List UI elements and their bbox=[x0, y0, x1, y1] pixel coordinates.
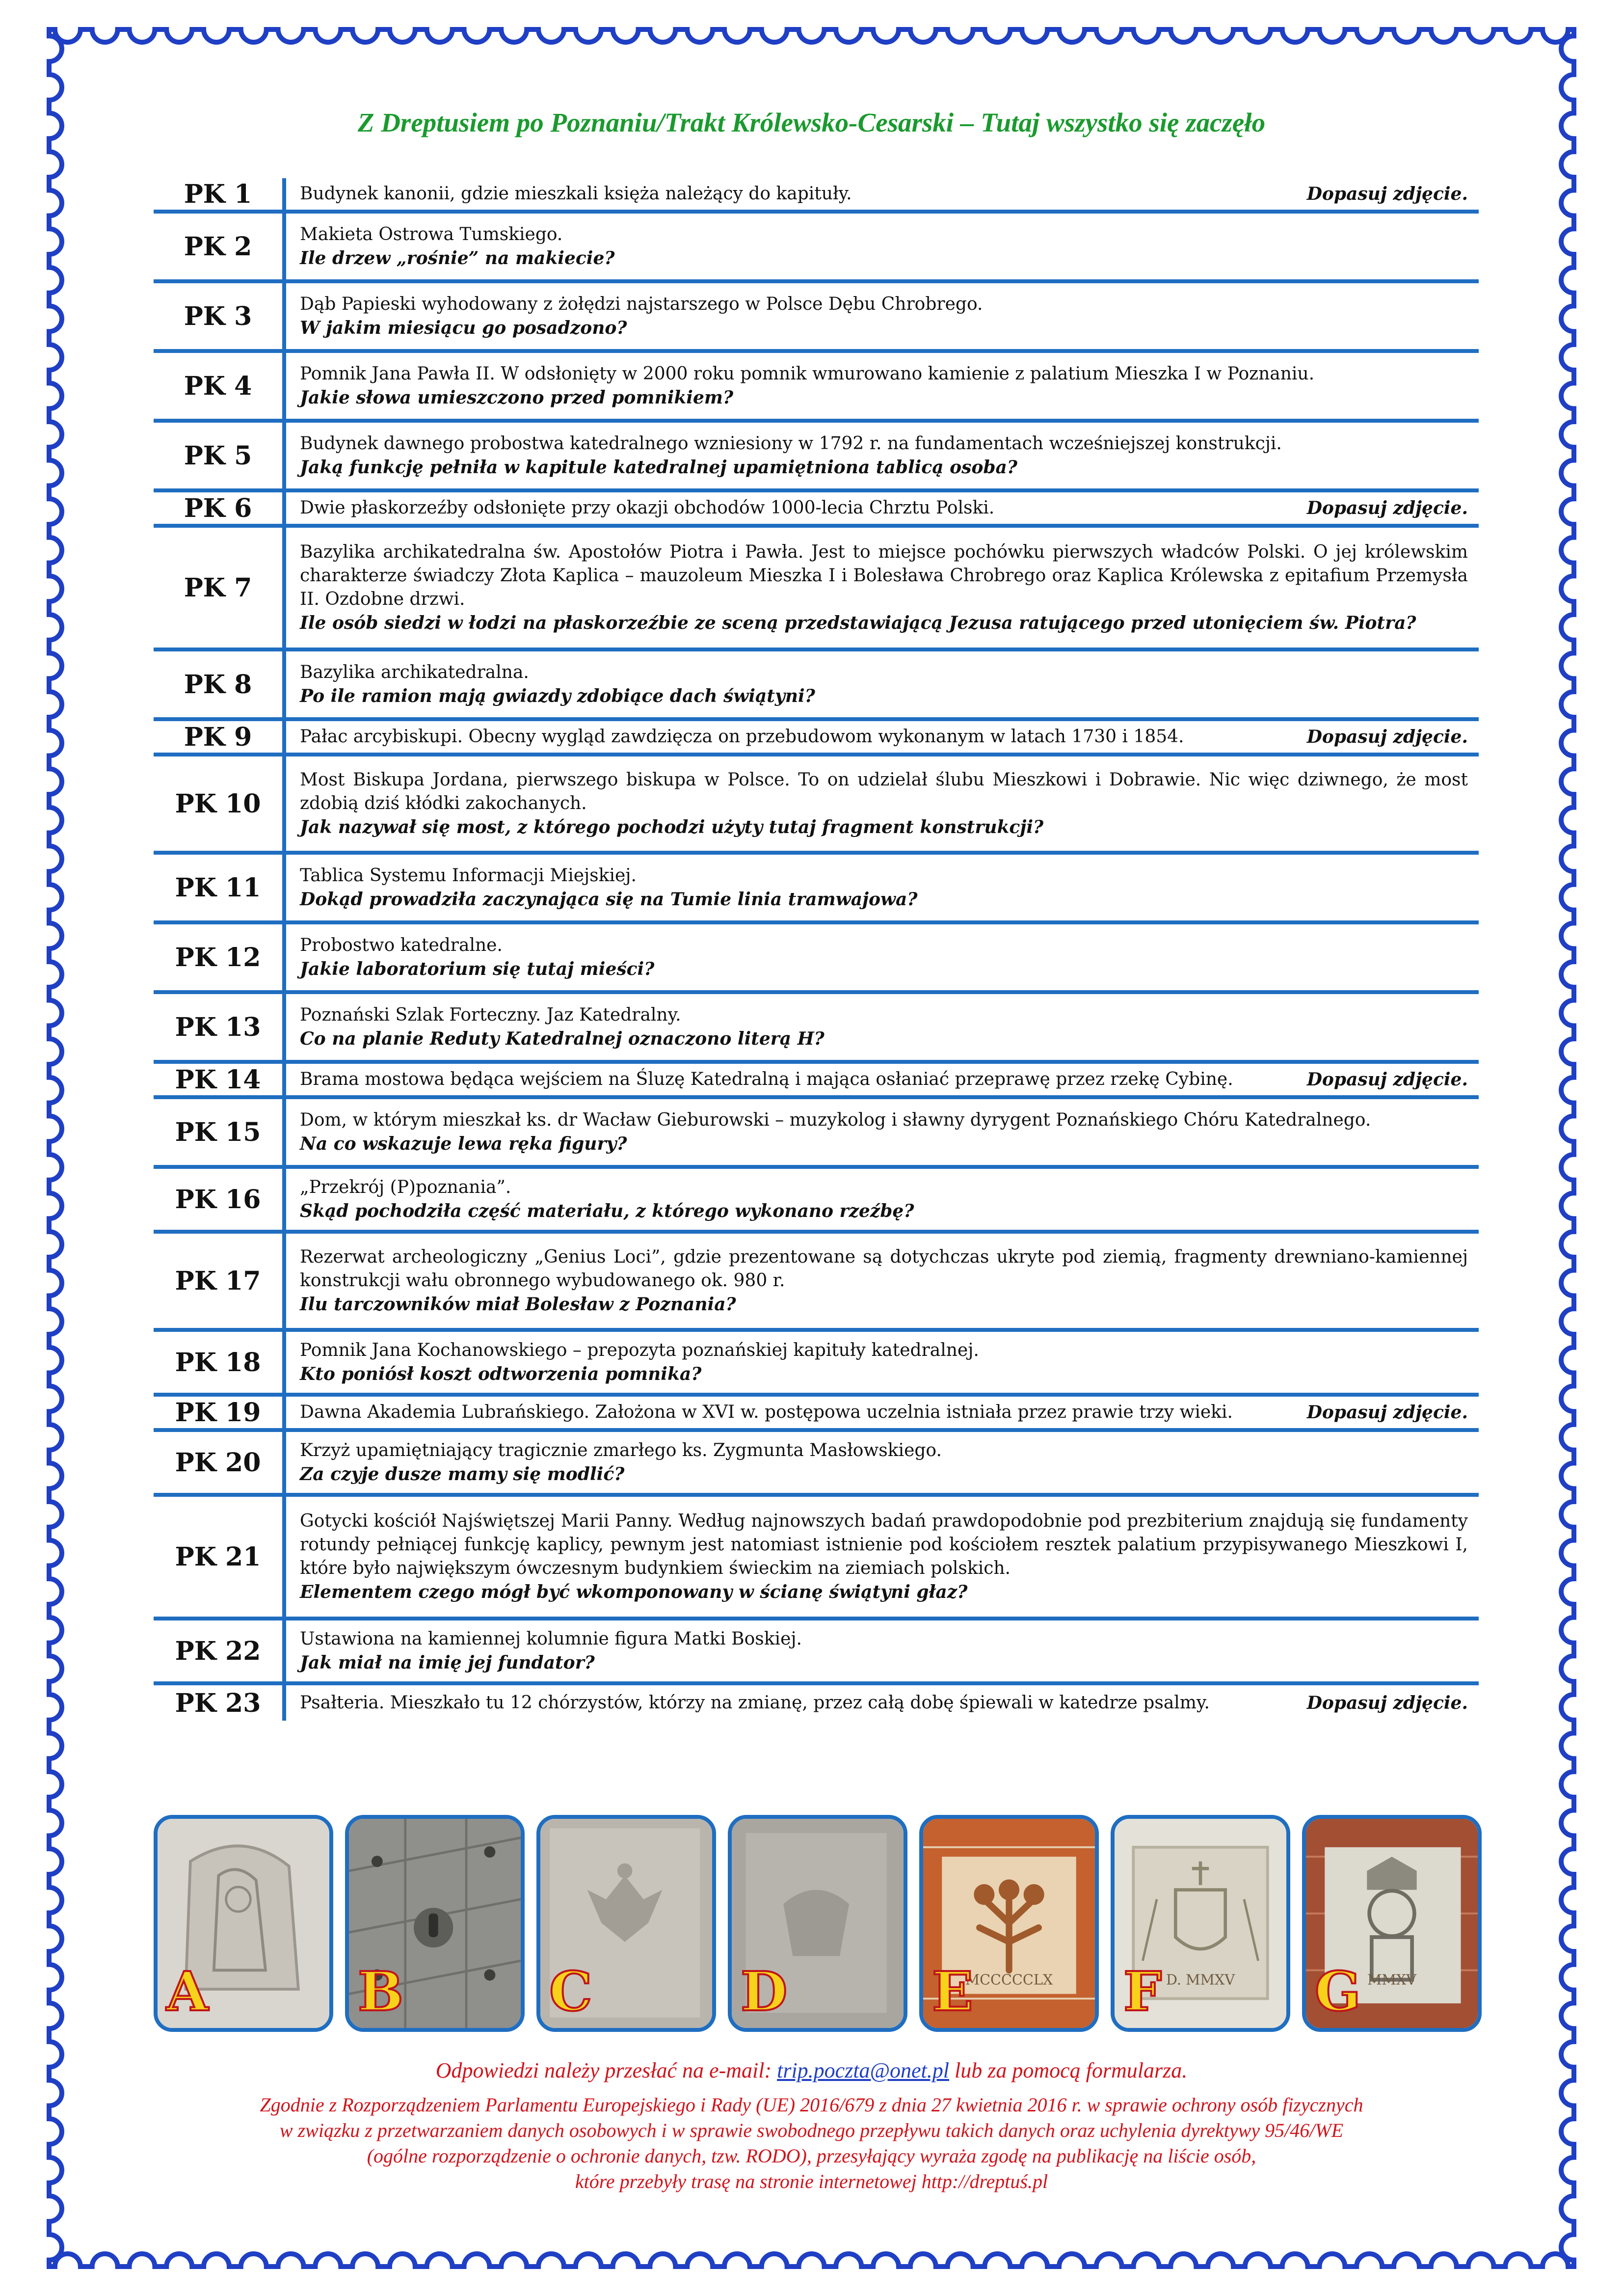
photo-letter: E bbox=[932, 1960, 973, 2023]
checkpoint-question: Dokąd prowadziła zaczynająca się na Tumie linia tramwajowa? bbox=[300, 889, 918, 910]
checkpoint-description bbox=[286, 214, 1479, 279]
checkpoint-code: PK 22 bbox=[154, 1621, 286, 1681]
photo-strip bbox=[154, 1815, 1492, 2032]
checkpoint-row bbox=[154, 353, 1479, 423]
checkpoint-description bbox=[286, 1332, 1479, 1393]
checkpoint-code: PK 20 bbox=[154, 1432, 286, 1493]
checkpoint-question: Jak nazywał się most, z którego pochodzi użyty tutaj fragment konstrukcji? bbox=[300, 817, 1044, 837]
checkpoint-description bbox=[286, 1497, 1479, 1617]
checkpoint-description bbox=[286, 1432, 1479, 1493]
checkpoint-description bbox=[286, 1234, 1479, 1328]
checkpoint-description bbox=[286, 1621, 1479, 1681]
checkpoint-description bbox=[286, 1685, 1479, 1721]
instructions-text: Odpowiedzi należy przesłać na e-mail: bbox=[435, 2058, 777, 2082]
checkpoint-description bbox=[286, 353, 1479, 419]
description-text: Budynek kanonii, gdzie mieszkali księża należący do kapituły. bbox=[300, 184, 852, 204]
gdpr-line: (ogólne rozporządzenie o ochronie danych, tzw. RODO), przesyłający wyraża zgodę na publikację na liście osób, bbox=[367, 2145, 1256, 2167]
checkpoint-code: PK 21 bbox=[154, 1497, 286, 1617]
gdpr-line: które przebyły trasę na stronie internetowej http://dreptuś.pl bbox=[575, 2170, 1048, 2192]
checkpoint-row bbox=[154, 423, 1479, 492]
checkpoint-question: Jakie słowa umieszczono przed pomnikiem? bbox=[300, 387, 734, 408]
checkpoint-row bbox=[154, 492, 1479, 528]
checkpoint-row bbox=[154, 1332, 1479, 1397]
match-photo-instruction: Dopasuj zdjęcie. bbox=[1306, 184, 1468, 204]
description-text: Pomnik Jana Pawła II. W odsłonięty w 2000 roku pomnik wmurowano kamienie z palatium Mieszka I w Poznaniu. bbox=[300, 364, 1315, 384]
checkpoint-code: PK 5 bbox=[154, 423, 286, 488]
description-text: Bazylika archikatedralna. bbox=[300, 662, 529, 682]
checkpoint-question: Jaką funkcję pełniła w kapitule katedralnej upamiętniona tablicą osoba? bbox=[300, 457, 1017, 478]
description-text: „Przekrój (P)poznania”. bbox=[300, 1177, 511, 1197]
photo-tile-c bbox=[536, 1815, 716, 2032]
checkpoint-question: Ile osób siedzi w łodzi na płaskorzeźbie ze sceną przedstawiającą Jezusa ratującego przed utonięciem św. Piotra? bbox=[300, 613, 1416, 633]
description-text: Dąb Papieski wyhodowany z żołędzi najstarszego w Polsce Dębu Chrobrego. bbox=[300, 294, 983, 314]
checkpoint-row bbox=[154, 1169, 1479, 1234]
checkpoint-description bbox=[286, 1099, 1479, 1165]
checkpoint-row bbox=[154, 1397, 1479, 1432]
checkpoint-description bbox=[286, 756, 1479, 851]
description-text: Dawna Akademia Lubrańskiego. Założona w XVI w. postępowa uczelnia istniała przez prawie trzy wieki. bbox=[300, 1402, 1233, 1422]
checkpoint-question: Na co wskazuje lewa ręka figury? bbox=[300, 1134, 627, 1154]
gdpr-notice bbox=[0, 2092, 1623, 2194]
checkpoint-code: PK 1 bbox=[154, 178, 286, 210]
description-text: Dom, w którym mieszkał ks. dr Wacław Gieburowski – muzykolog i sławny dyrygent Poznańskiego Chóru Katedralnego. bbox=[300, 1110, 1371, 1130]
checkpoint-description bbox=[286, 1397, 1479, 1428]
match-photo-instruction: Dopasuj zdjęcie. bbox=[1306, 498, 1468, 518]
checkpoint-description bbox=[286, 994, 1479, 1060]
description-text: Dwie płaskorzeźby odsłonięte przy okazji obchodów 1000-lecia Chrztu Polski. bbox=[300, 498, 995, 518]
description-text: Poznański Szlak Forteczny. Jaz Katedralny. bbox=[300, 1005, 681, 1025]
description-text: Rezerwat archeologiczny „Genius Loci”, gdzie prezentowane są dotychczas ukryte pod ziemią, fragmenty drewniano-kamiennej konstrukcji wału obronnego wybudowanego ok. 980 r. bbox=[300, 1247, 1468, 1291]
checkpoint-code: PK 23 bbox=[154, 1685, 286, 1721]
description-text: Brama mostowa będąca wejściem na Śluzę Katedralną i mająca osłaniać przeprawę przez rzekę Cybinę. bbox=[300, 1069, 1233, 1089]
checkpoint-code: PK 17 bbox=[154, 1234, 286, 1328]
checkpoint-description bbox=[286, 283, 1479, 349]
checkpoint-question: W jakim miesiącu go posadzono? bbox=[300, 318, 627, 338]
photo-inscription: MMXV bbox=[1367, 1971, 1416, 1988]
checkpoint-description bbox=[286, 855, 1479, 920]
checkpoint-row bbox=[154, 855, 1479, 924]
checkpoint-description bbox=[286, 492, 1479, 524]
description-text: Most Biskupa Jordana, pierwszego biskupa w Polsce. To on udzielał ślubu Mieszkowi i Dobrawie. Nic więc dziwnego, że most zdobią dziś kłódki zakochanych. bbox=[300, 770, 1468, 813]
photo-inscription: D. MMXV bbox=[1166, 1971, 1235, 1988]
match-photo-instruction: Dopasuj zdjęcie. bbox=[1306, 727, 1468, 747]
checkpoint-description bbox=[286, 178, 1479, 210]
checkpoint-code: PK 15 bbox=[154, 1099, 286, 1165]
photo-tile-a bbox=[154, 1815, 333, 2032]
checkpoint-question: Skąd pochodziła część materiału, z którego wykonano rzeźbę? bbox=[300, 1201, 914, 1221]
checkpoint-code: PK 13 bbox=[154, 994, 286, 1060]
email-link[interactable]: trip.poczta@onet.pl bbox=[777, 2058, 949, 2082]
description-text: Tablica Systemu Informacji Miejskiej. bbox=[300, 865, 637, 886]
checkpoint-row bbox=[154, 528, 1479, 651]
checkpoint-question: Ile drzew „rośnie” na makiecie? bbox=[300, 248, 615, 269]
photo-tile-g bbox=[1302, 1815, 1482, 2032]
checkpoint-table bbox=[154, 178, 1479, 1721]
photo-tile-d bbox=[728, 1815, 907, 2032]
checkpoint-question: Kto poniósł koszt odtworzenia pomnika? bbox=[300, 1364, 702, 1384]
description-text: Ustawiona na kamiennej kolumnie figura Matki Boskiej. bbox=[300, 1629, 802, 1649]
description-text: Probostwo katedralne. bbox=[300, 935, 503, 955]
description-text: Makieta Ostrowa Tumskiego. bbox=[300, 224, 563, 244]
gdpr-line: Zgodnie z Rozporządzeniem Parlamentu Europejskiego i Rady (UE) 2016/679 z dnia 27 kwietnia 2016 r. w sprawie ochrony osób fizycznych bbox=[260, 2094, 1363, 2116]
checkpoint-code: PK 18 bbox=[154, 1332, 286, 1393]
checkpoint-code: PK 12 bbox=[154, 924, 286, 990]
photo-letter: C bbox=[549, 1960, 592, 2023]
checkpoint-description bbox=[286, 721, 1479, 753]
description-text: Pomnik Jana Kochanowskiego – prepozyta poznańskiej kapituły katedralnej. bbox=[300, 1340, 979, 1360]
checkpoint-row bbox=[154, 1099, 1479, 1169]
photo-tile-f bbox=[1111, 1815, 1290, 2032]
checkpoint-description bbox=[286, 1064, 1479, 1095]
checkpoint-row bbox=[154, 178, 1479, 214]
match-photo-instruction: Dopasuj zdjęcie. bbox=[1306, 1402, 1468, 1423]
description-text: Pałac arcybiskupi. Obecny wygląd zawdzięcza on przebudowom wykonanym w latach 1730 i 1854. bbox=[300, 727, 1184, 747]
checkpoint-row bbox=[154, 756, 1479, 855]
checkpoint-row bbox=[154, 1497, 1479, 1621]
checkpoint-code: PK 3 bbox=[154, 283, 286, 349]
checkpoint-code: PK 6 bbox=[154, 492, 286, 524]
checkpoint-code: PK 9 bbox=[154, 721, 286, 753]
page-title: Z Dreptusiem po Poznaniu/Trakt Królewsko-Cesarski – Tutaj wszystko się zaczęło bbox=[357, 108, 1266, 137]
photo-letter: G bbox=[1315, 1960, 1361, 2023]
description-text: Krzyż upamiętniający tragicznie zmarłego ks. Zygmunta Masłowskiego. bbox=[300, 1440, 942, 1460]
checkpoint-question: Jakie laboratorium się tutaj mieści? bbox=[300, 959, 655, 979]
photo-letter: B bbox=[358, 1960, 403, 2023]
checkpoint-question: Co na planie Reduty Katedralnej oznaczono literą H? bbox=[300, 1028, 825, 1049]
checkpoint-row bbox=[154, 651, 1479, 721]
checkpoint-code: PK 16 bbox=[154, 1169, 286, 1230]
checkpoint-description bbox=[286, 1169, 1479, 1230]
match-photo-instruction: Dopasuj zdjęcie. bbox=[1306, 1069, 1468, 1090]
photo-inscription: MCCCCCLX bbox=[965, 1971, 1053, 1988]
checkpoint-row bbox=[154, 1685, 1479, 1721]
photo-tile-e bbox=[919, 1815, 1099, 2032]
checkpoint-code: PK 14 bbox=[154, 1064, 286, 1095]
checkpoint-row bbox=[154, 283, 1479, 353]
checkpoint-row bbox=[154, 994, 1479, 1064]
checkpoint-description bbox=[286, 651, 1479, 717]
checkpoint-question: Po ile ramion mają gwiazdy zdobiące dach świątyni? bbox=[300, 686, 815, 706]
checkpoint-code: PK 7 bbox=[154, 528, 286, 648]
description-text: Psałteria. Mieszkało tu 12 chórzystów, którzy na zmianę, przez całą dobę śpiewali w katedrze psalmy. bbox=[300, 1693, 1210, 1713]
photo-letter: A bbox=[166, 1960, 209, 2023]
checkpoint-question: Za czyje dusze mamy się modlić? bbox=[300, 1464, 625, 1485]
description-text: Gotycki kościół Najświętszej Marii Panny. Według najnowszych badań prawdopodobnie pod prezbiterium znajdują się fundamenty rotundy pełniącej funkcję kaplicy, pewnym jest natomiast istnienie pod kościołem resztek palatium przypisywanego Mieszkowi I, które było największym ówczesnym budynkiem świeckim na ziemiach polskich. bbox=[300, 1511, 1468, 1578]
checkpoint-code: PK 8 bbox=[154, 651, 286, 717]
checkpoint-code: PK 19 bbox=[154, 1397, 286, 1428]
checkpoint-row bbox=[154, 1064, 1479, 1099]
gdpr-line: w związku z przetwarzaniem danych osobowych i w sprawie swobodnego przepływu takich danych oraz uchylenia dyrektywy 95/46/WE bbox=[279, 2119, 1344, 2141]
checkpoint-row bbox=[154, 924, 1479, 994]
checkpoint-description bbox=[286, 423, 1479, 488]
instructions-text-end: lub za pomocą formularza. bbox=[949, 2058, 1188, 2082]
checkpoint-code: PK 11 bbox=[154, 855, 286, 920]
photo-letter: F bbox=[1123, 1960, 1162, 2023]
answer-instructions bbox=[0, 2058, 1623, 2083]
checkpoint-code: PK 2 bbox=[154, 214, 286, 279]
checkpoint-question: Elementem czego mógł być wkomponowany w ścianę świątyni głaz? bbox=[300, 1582, 968, 1602]
checkpoint-row bbox=[154, 721, 1479, 756]
checkpoint-row bbox=[154, 1621, 1479, 1685]
checkpoint-question: Jak miał na imię jej fundator? bbox=[300, 1652, 595, 1673]
photo-tile-b bbox=[345, 1815, 525, 2032]
description-text: Bazylika archikatedralna św. Apostołów Piotra i Pawła. Jest to miejsce pochówku pierwszych władców Polski. O jej królewskim charakterze świadczy Złota Kaplica – mauzoleum Mieszka I i Bolesława Chrobrego oraz Kaplica Królewska z epitafium Przemysła II. Ozdobne drzwi. bbox=[300, 542, 1468, 609]
checkpoint-row bbox=[154, 1432, 1479, 1497]
checkpoint-description bbox=[286, 528, 1479, 648]
checkpoint-code: PK 10 bbox=[154, 756, 286, 851]
checkpoint-description bbox=[286, 924, 1479, 990]
description-text: Budynek dawnego probostwa katedralnego wzniesiony w 1792 r. na fundamentach wcześniejszej konstrukcji. bbox=[300, 433, 1282, 454]
checkpoint-row bbox=[154, 1234, 1479, 1332]
checkpoint-code: PK 4 bbox=[154, 353, 286, 419]
match-photo-instruction: Dopasuj zdjęcie. bbox=[1306, 1693, 1468, 1713]
checkpoint-row bbox=[154, 214, 1479, 283]
checkpoint-question: Ilu tarczowników miał Bolesław z Poznania? bbox=[300, 1294, 736, 1315]
photo-letter: D bbox=[741, 1960, 788, 2023]
